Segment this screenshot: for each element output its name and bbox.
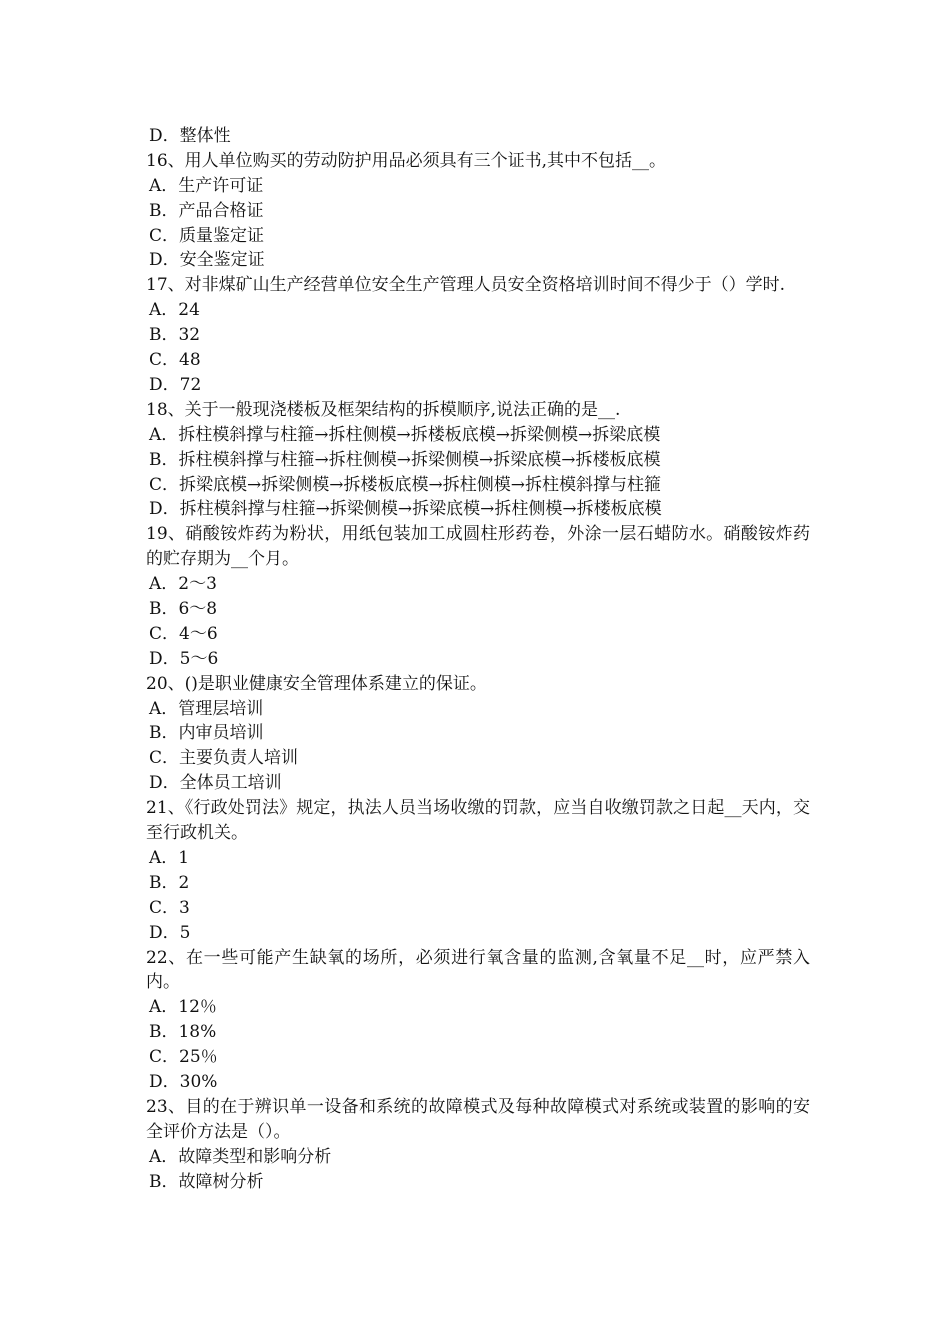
question-stem: 17、对非煤矿山生产经营单位安全生产管理人员安全资格培训时间不得少于（）学时. (146, 275, 786, 296)
document-page (146, 124, 810, 1194)
option-text: C．25％ (149, 1047, 218, 1068)
option-text: D．72 (149, 374, 202, 395)
option-text: A．12％ (149, 997, 217, 1018)
option-text: C．3 (149, 897, 190, 918)
option-text: B．6～8 (149, 599, 218, 619)
option-text: B．32 (149, 325, 201, 346)
question-stem: 20、()是职业健康安全管理体系建立的保证。 (146, 673, 487, 694)
option-text: A．故障类型和影响分析 (149, 1146, 332, 1167)
option-text: C．拆梁底模→拆梁侧模→拆楼板底模→拆柱侧模→拆柱模斜撑与柱箍 (149, 474, 661, 495)
option-text: D．5 (149, 922, 191, 943)
question-stem: 19、硝酸铵炸药为粉状，用纸包装加工成圆柱形药卷，外涂一层石蜡防水。硝酸铵炸药的贮存期为__个月。 (146, 524, 810, 570)
option-text: C．主要负责人培训 (149, 748, 299, 769)
option-text: B．18% (149, 1022, 217, 1043)
option-text: B．产品合格证 (149, 200, 264, 221)
option-text: C．4～6 (149, 623, 218, 644)
question-stem: 18、关于一般现浇楼板及框架结构的拆模顺序,说法正确的是__. (146, 399, 621, 420)
option-text: D．安全鉴定证 (149, 250, 265, 271)
option-text: A．24 (149, 300, 200, 321)
option-text: D．30% (149, 1072, 218, 1092)
option-text: A．管理层培训 (149, 698, 264, 719)
option-text: D．拆柱模斜撑与柱箍→拆梁侧模→拆梁底模→拆柱侧模→拆楼板底模 (149, 499, 662, 520)
option-text: A．1 (149, 847, 190, 868)
option-text: A．拆柱模斜撑与柱箍→拆柱侧模→拆楼板底模→拆梁侧模→拆梁底模 (149, 424, 661, 445)
option-text: A．2～3 (149, 574, 217, 595)
option-text: C．48 (149, 350, 201, 371)
question-stem: 16、用人单位购买的劳动防护用品必须具有三个证书,其中不包括__。 (146, 150, 667, 171)
question-stem: 22、在一些可能产生缺氧的场所，必须进行氧含量的监测,含氧量不足__时，应严禁入内。 (146, 947, 810, 993)
option-text: D．全体员工培训 (149, 773, 282, 794)
option-text: A．生产许可证 (149, 175, 264, 196)
option-text: C．质量鉴定证 (149, 225, 265, 246)
option-text: D．整体性 (149, 126, 231, 146)
question-stem: 23、目的在于辨识单一设备和系统的故障模式及每种故障模式对系统或装置的影响的安全评价方法是（）。 (146, 1096, 810, 1142)
option-text: B．内审员培训 (149, 723, 264, 744)
question-stem: 21、《行政处罚法》规定，执法人员当场收缴的罚款，应当自收缴罚款之日起__天内，交至行政机关。 (146, 798, 810, 844)
option-text: B．故障树分析 (149, 1171, 264, 1192)
option-text: D．5～6 (149, 648, 219, 669)
option-text: B．2 (149, 872, 190, 893)
option-text: B．拆柱模斜撑与柱箍→拆柱侧模→拆梁侧模→拆梁底模→拆楼板底模 (149, 449, 661, 470)
